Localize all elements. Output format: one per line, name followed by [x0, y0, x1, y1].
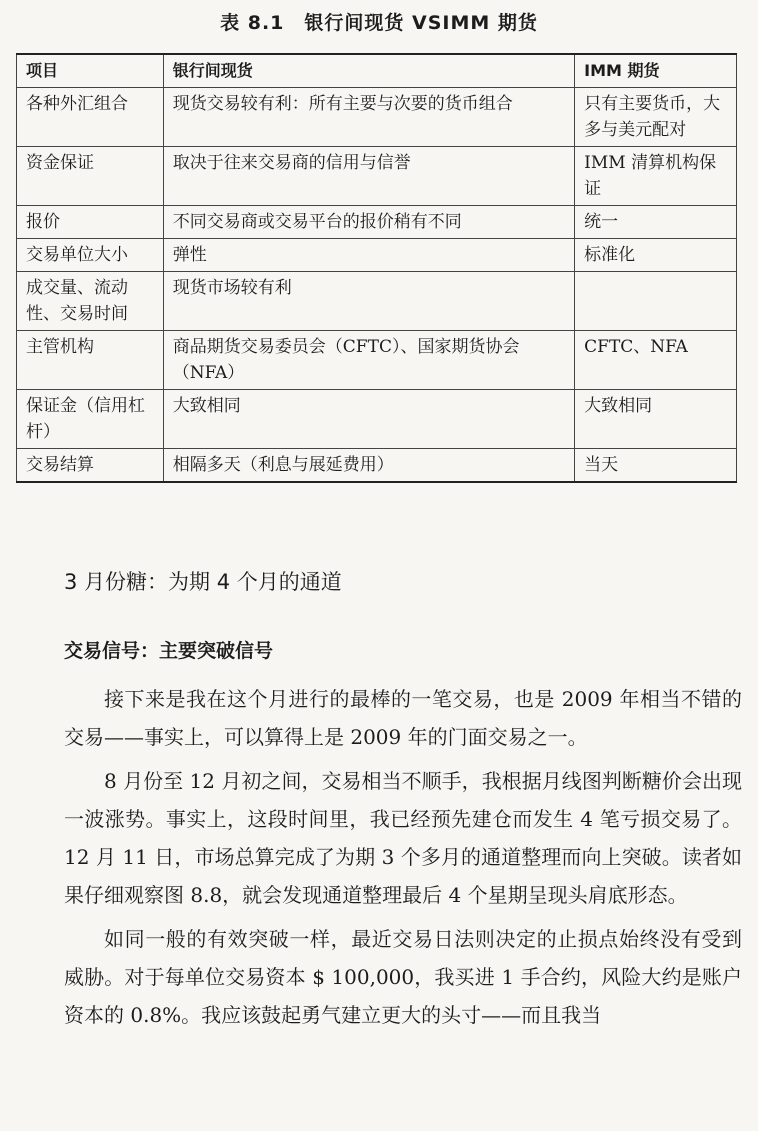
- table-cell: 不同交易商或交易平台的报价稍有不同: [163, 206, 574, 239]
- table-cell: [575, 272, 737, 331]
- table-cell: 交易结算: [17, 449, 164, 483]
- table-cell: 资金保证: [17, 147, 164, 206]
- comparison-table: [16, 53, 737, 483]
- table-header-row: [17, 54, 737, 88]
- table-cell: 商品期货交易委员会（CFTC）、国家期货协会（NFA）: [163, 331, 574, 390]
- table-row: [17, 88, 737, 147]
- table-row: [17, 206, 737, 239]
- table-row: [17, 147, 737, 206]
- table-cell: 标准化: [575, 239, 737, 272]
- paragraph: 如同一般的有效突破一样，最近交易日法则决定的止损点始终没有受到威胁。对于每单位交易资本 $ 100,000，我买进 1 手合约，风险大约是账户资本的 0.8%。我应该鼓起勇气建立更大的头寸——而且我当: [64, 927, 742, 1027]
- table-cell: 保证金（信用杠杆）: [17, 390, 164, 449]
- table-row: [17, 272, 737, 331]
- table-row: [17, 449, 737, 483]
- table-cell: 弹性: [163, 239, 574, 272]
- table-row: [17, 390, 737, 449]
- table-caption: 表 8.1 银行间现货 VSIMM 期货: [220, 12, 538, 34]
- paragraph: 接下来是我在这个月进行的最棒的一笔交易，也是 2009 年相当不错的交易——事实上，可以算得上是 2009 年的门面交易之一。: [64, 687, 742, 749]
- table-cell: 当天: [575, 449, 737, 483]
- column-header: IMM 期货: [575, 54, 737, 88]
- table-cell: 现货交易较有利：所有主要与次要的货币组合: [163, 88, 574, 147]
- table-cell: 取决于往来交易商的信用与信誉: [163, 147, 574, 206]
- table-cell: 大致相同: [163, 390, 574, 449]
- table-cell: 主管机构: [17, 331, 164, 390]
- table-cell: 各种外汇组合: [17, 88, 164, 147]
- table-cell: 交易单位大小: [17, 239, 164, 272]
- paragraph: 8 月份至 12 月初之间，交易相当不顺手，我根据月线图判断糖价会出现一波涨势。事实上，这段时间里，我已经预先建仓而发生 4 笔亏损交易了。12 月 11 日，市场总算完成了为期 3 个多月的通道整理而向上突破。读者如果仔细观察图 8.8，就会发现通道整理最后 4 个星期呈现头肩底形态。: [64, 769, 742, 907]
- table-cell: IMM 清算机构保证: [575, 147, 737, 206]
- column-header: 项目: [17, 54, 164, 88]
- table-cell: 只有主要货币，大多与美元配对: [575, 88, 737, 147]
- section-title: 3 月份糖：为期 4 个月的通道: [64, 570, 342, 594]
- table-row: [17, 331, 737, 390]
- table-cell: 相隔多天（利息与展延费用）: [163, 449, 574, 483]
- table-cell: 报价: [17, 206, 164, 239]
- table-cell: 现货市场较有利: [163, 272, 574, 331]
- body-text: [64, 680, 742, 1040]
- column-header: 银行间现货: [163, 54, 574, 88]
- table-cell: CFTC、NFA: [575, 331, 737, 390]
- table-cell: 大致相同: [575, 390, 737, 449]
- table-cell: 成交量、流动性、交易时间: [17, 272, 164, 331]
- table-row: [17, 239, 737, 272]
- table-cell: 统一: [575, 206, 737, 239]
- subsection-title: 交易信号：主要突破信号: [64, 640, 274, 662]
